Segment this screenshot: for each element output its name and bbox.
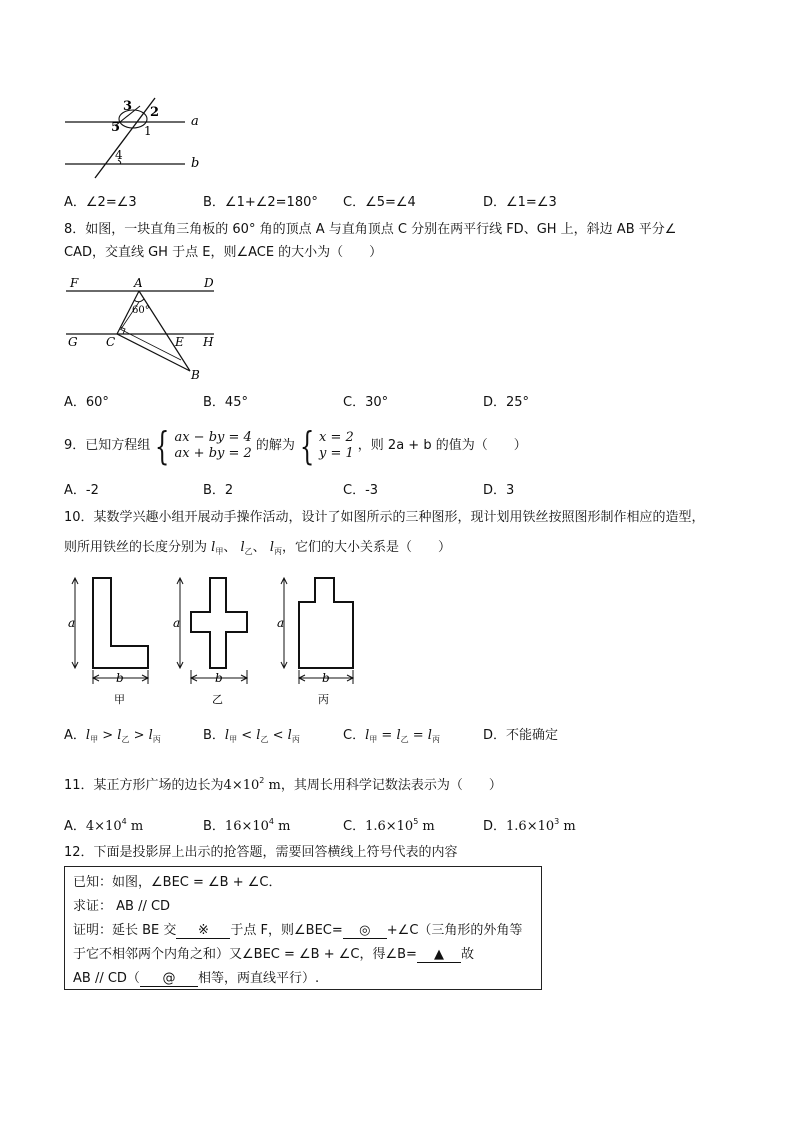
q7-option-c[interactable]: C．∠5=∠4 [343,195,416,210]
q10-option-b[interactable] [203,727,300,749]
q11-stem [64,771,502,796]
fig8-label-a: A [134,276,143,290]
q10-c-l2: l [396,728,401,743]
q11-stem-unit: m [264,778,281,793]
q12-proof3-a: AB // CD（ [73,971,140,986]
q12-blank-4[interactable]: @ [140,971,198,987]
fig8-label-g: G [68,335,78,349]
q12-blank-1[interactable]: ※ [176,923,230,939]
q10-l-bing: l [269,540,274,555]
shape-yi [177,578,247,684]
q11-c-unit: m [418,819,435,834]
shape-bing [281,578,353,684]
angle-arc-60 [134,299,144,302]
q10-c-l3: l [427,728,432,743]
q9-option-c[interactable]: C．-3 [343,483,379,498]
fig10-jia-a: a [68,616,76,630]
q12-prove: 求证： AB // CD [73,899,171,914]
q12-proof-line3 [73,967,319,987]
q10-option-a[interactable] [64,727,161,749]
q12-known: 已知：如图，∠BEC = ∠B + ∠C． [73,875,282,890]
q10-a-l2: l [117,728,122,743]
fig7-label-5: 5 [111,120,121,135]
q10-sep-1: 、 [223,540,237,555]
q11-option-a[interactable] [64,813,143,836]
q11-b-unit: m [274,819,291,834]
q10-b-s2: 乙 [260,735,269,744]
q10-line2-pre: 则所用铁丝的长度分别为 [64,540,208,555]
q11-a-base: 4×10 [85,819,122,834]
fig8-label-e: E [175,335,184,349]
q9-solution [319,430,354,462]
q7-option-d[interactable]: D．∠1=∠3 [483,195,557,210]
q12-blank-3[interactable]: ▲ [417,947,461,963]
q12-proof1-c: +∠C（三角形的外角等 [386,923,523,938]
q12-stem: 12．下面是投影屏上出示的抢答题，需要回答横线上符号代表的内容 [64,845,458,860]
q9-eq1: ax − by = 4 [174,429,252,445]
q9-stem [64,424,527,468]
q10-b-s3: 丙 [291,735,300,744]
q9-option-b[interactable]: B．2 [203,483,234,498]
q12-blank-2[interactable]: ◎ [343,923,387,939]
q10-sep-2: 、 [252,540,266,555]
q10-option-c[interactable] [343,727,440,749]
q9-prefix: 9．已知方程组 [64,438,151,453]
fig7-label-4: 4 [115,148,123,162]
q10-a-s2: 乙 [121,735,130,744]
q12-proof1-b: 于点 F，则∠BEC= [230,923,343,938]
q10-c-s2: 乙 [400,735,409,744]
q10-a-l3: l [148,728,153,743]
shape-jia [72,578,148,684]
q9-sol1: x = 2 [319,429,354,445]
q11-d-unit: m [559,819,576,834]
q9-option-d[interactable]: D．3 [483,483,515,498]
q11-option-c[interactable] [343,813,435,836]
q9-eq2: ax + by = 2 [174,445,252,461]
q10-b-l1: l [224,728,230,743]
q10-option-d[interactable]: D．不能确定 [483,728,559,743]
q9-suffix: ，则 2a + b 的值为（ ） [357,438,527,453]
fig7-label-1: 1 [144,124,152,138]
q10-line2-post: ，它们的大小关系是（ ） [281,540,451,555]
fig10-bing-a: a [277,616,285,630]
q9-brace-right: { [299,423,315,468]
fig8-label-f: F [70,276,79,290]
q11-d-exp: 3 [554,817,560,826]
q11-a-unit: m [126,819,144,834]
q8-option-c[interactable]: C．30° [343,395,389,410]
q10-a-op2: > [133,728,145,743]
fig8-label-c: C [106,335,116,349]
q12-proof3-b: 相等，两直线平行）. [197,971,320,986]
fig10-bing-b: b [322,671,330,685]
q12-proof-line2 [73,943,474,963]
fig8-label-60: 60° [132,305,150,316]
q11-b-base: 16×10 [224,819,269,834]
q11-option-b[interactable] [203,813,290,836]
q12-proof2-a: 于它不相邻两个内角之和）又∠BEC = ∠B + ∠C，得∠B= [73,947,417,962]
q11-pre: 11．某正方形广场的边长为 [64,778,224,793]
q10-l-jia: l [211,540,216,555]
q11-b-label: B． [203,819,225,834]
q11-d-base: 1.6×10 [506,819,555,834]
q9-mid: 的解为 [255,438,295,453]
q11-a-exp: 4 [121,817,127,826]
fig10-jia-b: b [116,671,124,685]
q7-option-a[interactable]: A．∠2=∠3 [64,195,137,210]
q10-b-op2: < [272,728,284,743]
q11-c-label: C． [343,819,366,834]
q10-b-label: B． [203,728,225,743]
q8-option-d[interactable]: D．25° [483,395,530,410]
q10-b-l2: l [256,728,261,743]
q10-b-l3: l [287,728,292,743]
q9-sol2: y = 1 [319,445,354,461]
q10-stem-line1: 10．某数学兴趣小组开展动手操作活动，设计了如图所示的三种图形，现计划用铁丝按照图形制作相应的造型， [64,510,705,525]
q12-proof-line1 [73,919,522,939]
q10-a-op1: > [102,728,114,743]
fig10-jia-label: 甲 [114,693,125,706]
fig7-label-a: a [191,114,199,129]
q11-b-exp: 4 [268,817,274,826]
q10-c-s3: 丙 [431,735,440,744]
q10-a-l1: l [85,728,91,743]
q11-a-label: A． [64,819,86,834]
q10-b-s1: 甲 [229,735,238,744]
q10-c-l1: l [365,728,370,743]
q8-option-b[interactable]: B．45° [203,395,248,410]
segment-ab [139,291,190,371]
fig7-label-3: 3 [123,99,133,114]
q10-sub-yi: 乙 [244,547,253,556]
fig8-label-h: H [203,335,214,349]
q11-option-d[interactable] [483,813,576,836]
q10-sub-bing: 丙 [273,547,282,556]
q11-stem-exp: 2 [259,776,265,785]
q8-stem-line1: 8．如图，一块直角三角板的 60° 角的顶点 A 与直角顶点 C 分别在两平行线 FD、GH 上，斜边 AB 平分∠ [64,222,677,237]
q10-c-label: C． [343,728,366,743]
q8-option-a[interactable]: A．60° [64,395,109,410]
q10-a-label: A． [64,728,86,743]
figure-q10 [62,570,372,710]
q10-a-s3: 丙 [152,735,161,744]
q11-c-base: 1.6×10 [365,819,414,834]
q9-option-a[interactable]: A．-2 [64,483,99,498]
q11-post: ，其周长用科学记数法表示为（ ） [280,778,502,793]
fig8-label-d: D [204,276,214,290]
q10-l-yi: l [240,540,245,555]
q11-d-label: D． [483,819,507,834]
q10-c-s1: 甲 [369,735,378,744]
fig10-yi-a: a [173,616,181,630]
q10-stem-line2 [64,538,451,562]
q11-stem-val: 4×10 [223,778,260,793]
q8-stem-line2: CAD，交直线 GH 于点 E，则∠ACE 的大小为（ ） [64,245,383,260]
q7-option-b[interactable]: B．∠1+∠2=180° [203,195,318,210]
q10-c-op1: = [381,728,393,743]
q10-sub-jia: 甲 [215,547,224,556]
q11-c-exp: 5 [413,817,419,826]
figure-q7 [60,96,210,180]
figure-q8 [62,276,222,382]
fig7-label-2: 2 [150,105,160,120]
fig8-label-b: B [191,368,200,382]
q12-proof1-a: 证明：延长 BE 交 [73,923,177,938]
q12-proof2-b: 故 [460,947,474,962]
fig10-yi-label: 乙 [212,693,223,706]
q9-brace-left: { [155,423,170,468]
q10-b-op1: < [241,728,253,743]
fig10-bing-label: 丙 [318,693,329,706]
q10-a-s1: 甲 [90,735,99,744]
q10-c-op2: = [412,728,424,743]
fig10-yi-b: b [215,671,223,685]
fig7-label-b: b [191,156,200,171]
q9-system [174,430,251,462]
q12-projection-box [64,866,542,990]
